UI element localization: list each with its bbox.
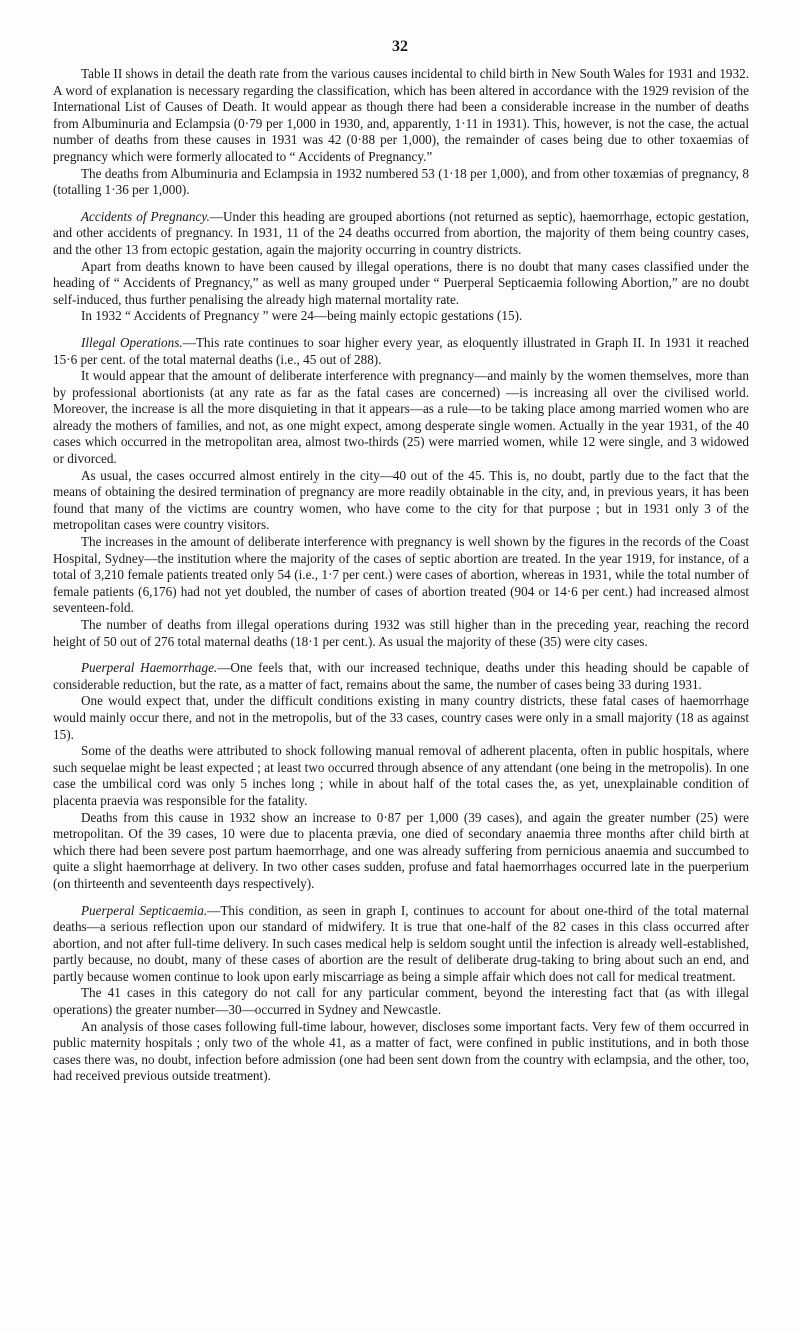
paragraph: The increases in the amount of deliberate interference with pregnancy is well shown by the figures in the records of the Coast Hospital, Sydney—the institution where the majority of the cases of septic abortion are treated. In the year 1919, for instance, of a total of 3,210 female patients treated only 54 (i.e., 1·7 per cent.) were cases of abortion, whereas in 1931, while the total number of female patients (6,176) had not yet doubled, the number of cases of abortion treated (904 or 14·6 per cent.) had increased almost seventeen-fold. (53, 534, 749, 616)
paragraph: Accidents of Pregnancy.—Under this heading are grouped abortions (not returned as septic), haemorrhage, ectopic gestation, and other accidents of pregnancy. In 1931, 11 of the 24 deaths occurred from abortion, the majority of them being country cases, and the other 13 from ectopic gestation, again the majority occurring in country districts. (53, 208, 749, 257)
paragraph: It would appear that the amount of deliberate interference with pregnancy—and mainly by the women themselves, more than by professional abortionists (at any rate as far as the fatal cases are concerned) —is increasing all over the civilised world. Moreover, the increase is all the more disquieting in that it appears—as a rule—to be taking place among married women who are already the mothers of families, and not, as one might expect, among desperate single women. Actually in the year 1931, of the 40 cases which occurred in the metropolitan area, almost two-thirds (25) were married women, while 12 were single, and 3 widowed or divorced. (53, 368, 749, 467)
paragraph: An analysis of those cases following full-time labour, however, discloses some important facts. Very few of them occurred in public maternity hospitals ; only two of the whole 41, as a matter of fact, were confined in public institutions, and in both those cases there was, no doubt, infection before admission (one had been sent down from the country with eclampsia, and the other, too, had received previous outside treatment). (53, 1018, 749, 1084)
paragraph: Puerperal Haemorrhage.—One feels that, with our increased technique, deaths under this heading should be capable of considerable reduction, but the rate, as a matter of fact, remains about the same, the number of cases being 33 during 1931. (53, 660, 749, 692)
section-heading: Puerperal Haemorrhage. (81, 660, 218, 676)
paragraph: The 41 cases in this category do not call for any particular comment, beyond the interesting fact that (as with illegal operations) the greater number—30—occurred in Sydney and Newcastle. (53, 985, 749, 1018)
section-heading: Puerperal Septicaemia. (81, 902, 208, 918)
paragraph: One would expect that, under the difficult conditions existing in many country districts, these fatal cases of haemorrhage would mainly occur there, and not in the metropolis, but of the 33 cases, country cases were only in a small majority (18 as against 15). (53, 693, 749, 742)
paragraph: The number of deaths from illegal operations during 1932 was still higher than in the preceding year, reaching the record height of 50 out of 276 total maternal deaths (18·1 per cent.). As usual the majority of these (35) were city cases. (53, 617, 749, 649)
paragraph: Table II shows in detail the death rate from the various causes incidental to child birth in New South Wales for 1931 and 1932. A word of explanation is necessary regarding the classification, which has been altered in accordance with the 1929 revision of the International List of Causes of Death. It would appear as though there had been a considerable increase in the number of deaths from Albuminuria and Eclampsia (0·79 per 1,000 in 1930, and, apparently, 1·11 in 1931). This, however, is not the case, the actual number of deaths from these causes in 1931 was 42 (0·88 per 1,000), the remainder of cases being due to other toxaemias of pregnancy which were formerly allocated to “ Accidents of Pregnancy.” (53, 66, 749, 164)
paragraph: The deaths from Albuminuria and Eclampsia in 1932 numbered 53 (1·18 per 1,000), and from other toxæmias of pregnancy, 8 (totalling 1·36 per 1,000). (53, 165, 749, 198)
paragraph: As usual, the cases occurred almost entirely in the city—40 out of the 45. This is, no doubt, partly due to the fact that the means of obtaining the desired termination of pregnancy are more readily obtainable in the city, and, in previous years, it has been found that many of the victims are country women, who have come to the city for that purpose ; but in 1931 only 3 of the metropolitan cases were country visitors. (53, 467, 749, 533)
paragraph: Illegal Operations.—This rate continues to soar higher every year, as eloquently illustrated in Graph II. In 1931 it reached 15·6 per cent. of the total maternal deaths (i.e., 45 out of 288). (53, 334, 749, 367)
paragraph: Apart from deaths known to have been caused by illegal operations, there is no doubt that many cases classified under the heading of “ Accidents of Pregnancy,” as well as many grouped under “ Puerperal Septicaemia following Abortion,” are no doubt self-induced, thus further penalising the already high maternal mortality rate. (53, 258, 749, 307)
paragraph: Puerperal Septicaemia.—This condition, as seen in graph I, continues to account for about one-third of the total maternal deaths—a serious reflection upon our standard of midwifery. It is true that one-half of the 82 cases in this class occurred after abortion, and not after full-time delivery. In such cases medical help is seldom sought until the infection is already well-established, partly because, no doubt, many of these cases of abortion are the result of deliberate drug-taking to bring about such an end, and partly because women continue to look upon early miscarriage as being a simple affair which does not call for medical treatment. (53, 902, 750, 984)
paragraph: Deaths from this cause in 1932 show an increase to 0·87 per 1,000 (39 cases), and again the greater number (25) were metropolitan. Of the 39 cases, 10 were due to placenta prævia, one died of secondary anaemia three months after child birth at which there had been severe post partum haemorrhage, and one was already suffering from pernicious anaemia and succumbed to quite a slight haemorrhage at delivery. In two other cases sudden, profuse and fatal haemorrhages occurred late in the puerperium (on thirteenth and seventeenth days respectively). (53, 809, 749, 891)
paragraph: Some of the deaths were attributed to shock following manual removal of adherent placenta, often in public hospitals, where such sequelae might be least expected ; at least two occurred through absence of any attendant (one being in the metropolis). In one case the umbilical cord was only 5 inches long ; while in about half of the total cases the, as yet, unexplainable condition of placenta praevia was responsible for the fatality. (53, 743, 749, 808)
page-number: 32 (392, 38, 408, 55)
body-text (53, 66, 749, 1085)
paragraph: In 1932 “ Accidents of Pregnancy ” were 24—being mainly ectopic gestations (15). (81, 308, 523, 324)
section-heading: Accidents of Pregnancy. (81, 208, 210, 224)
section-heading: Illegal Operations. (81, 334, 183, 350)
